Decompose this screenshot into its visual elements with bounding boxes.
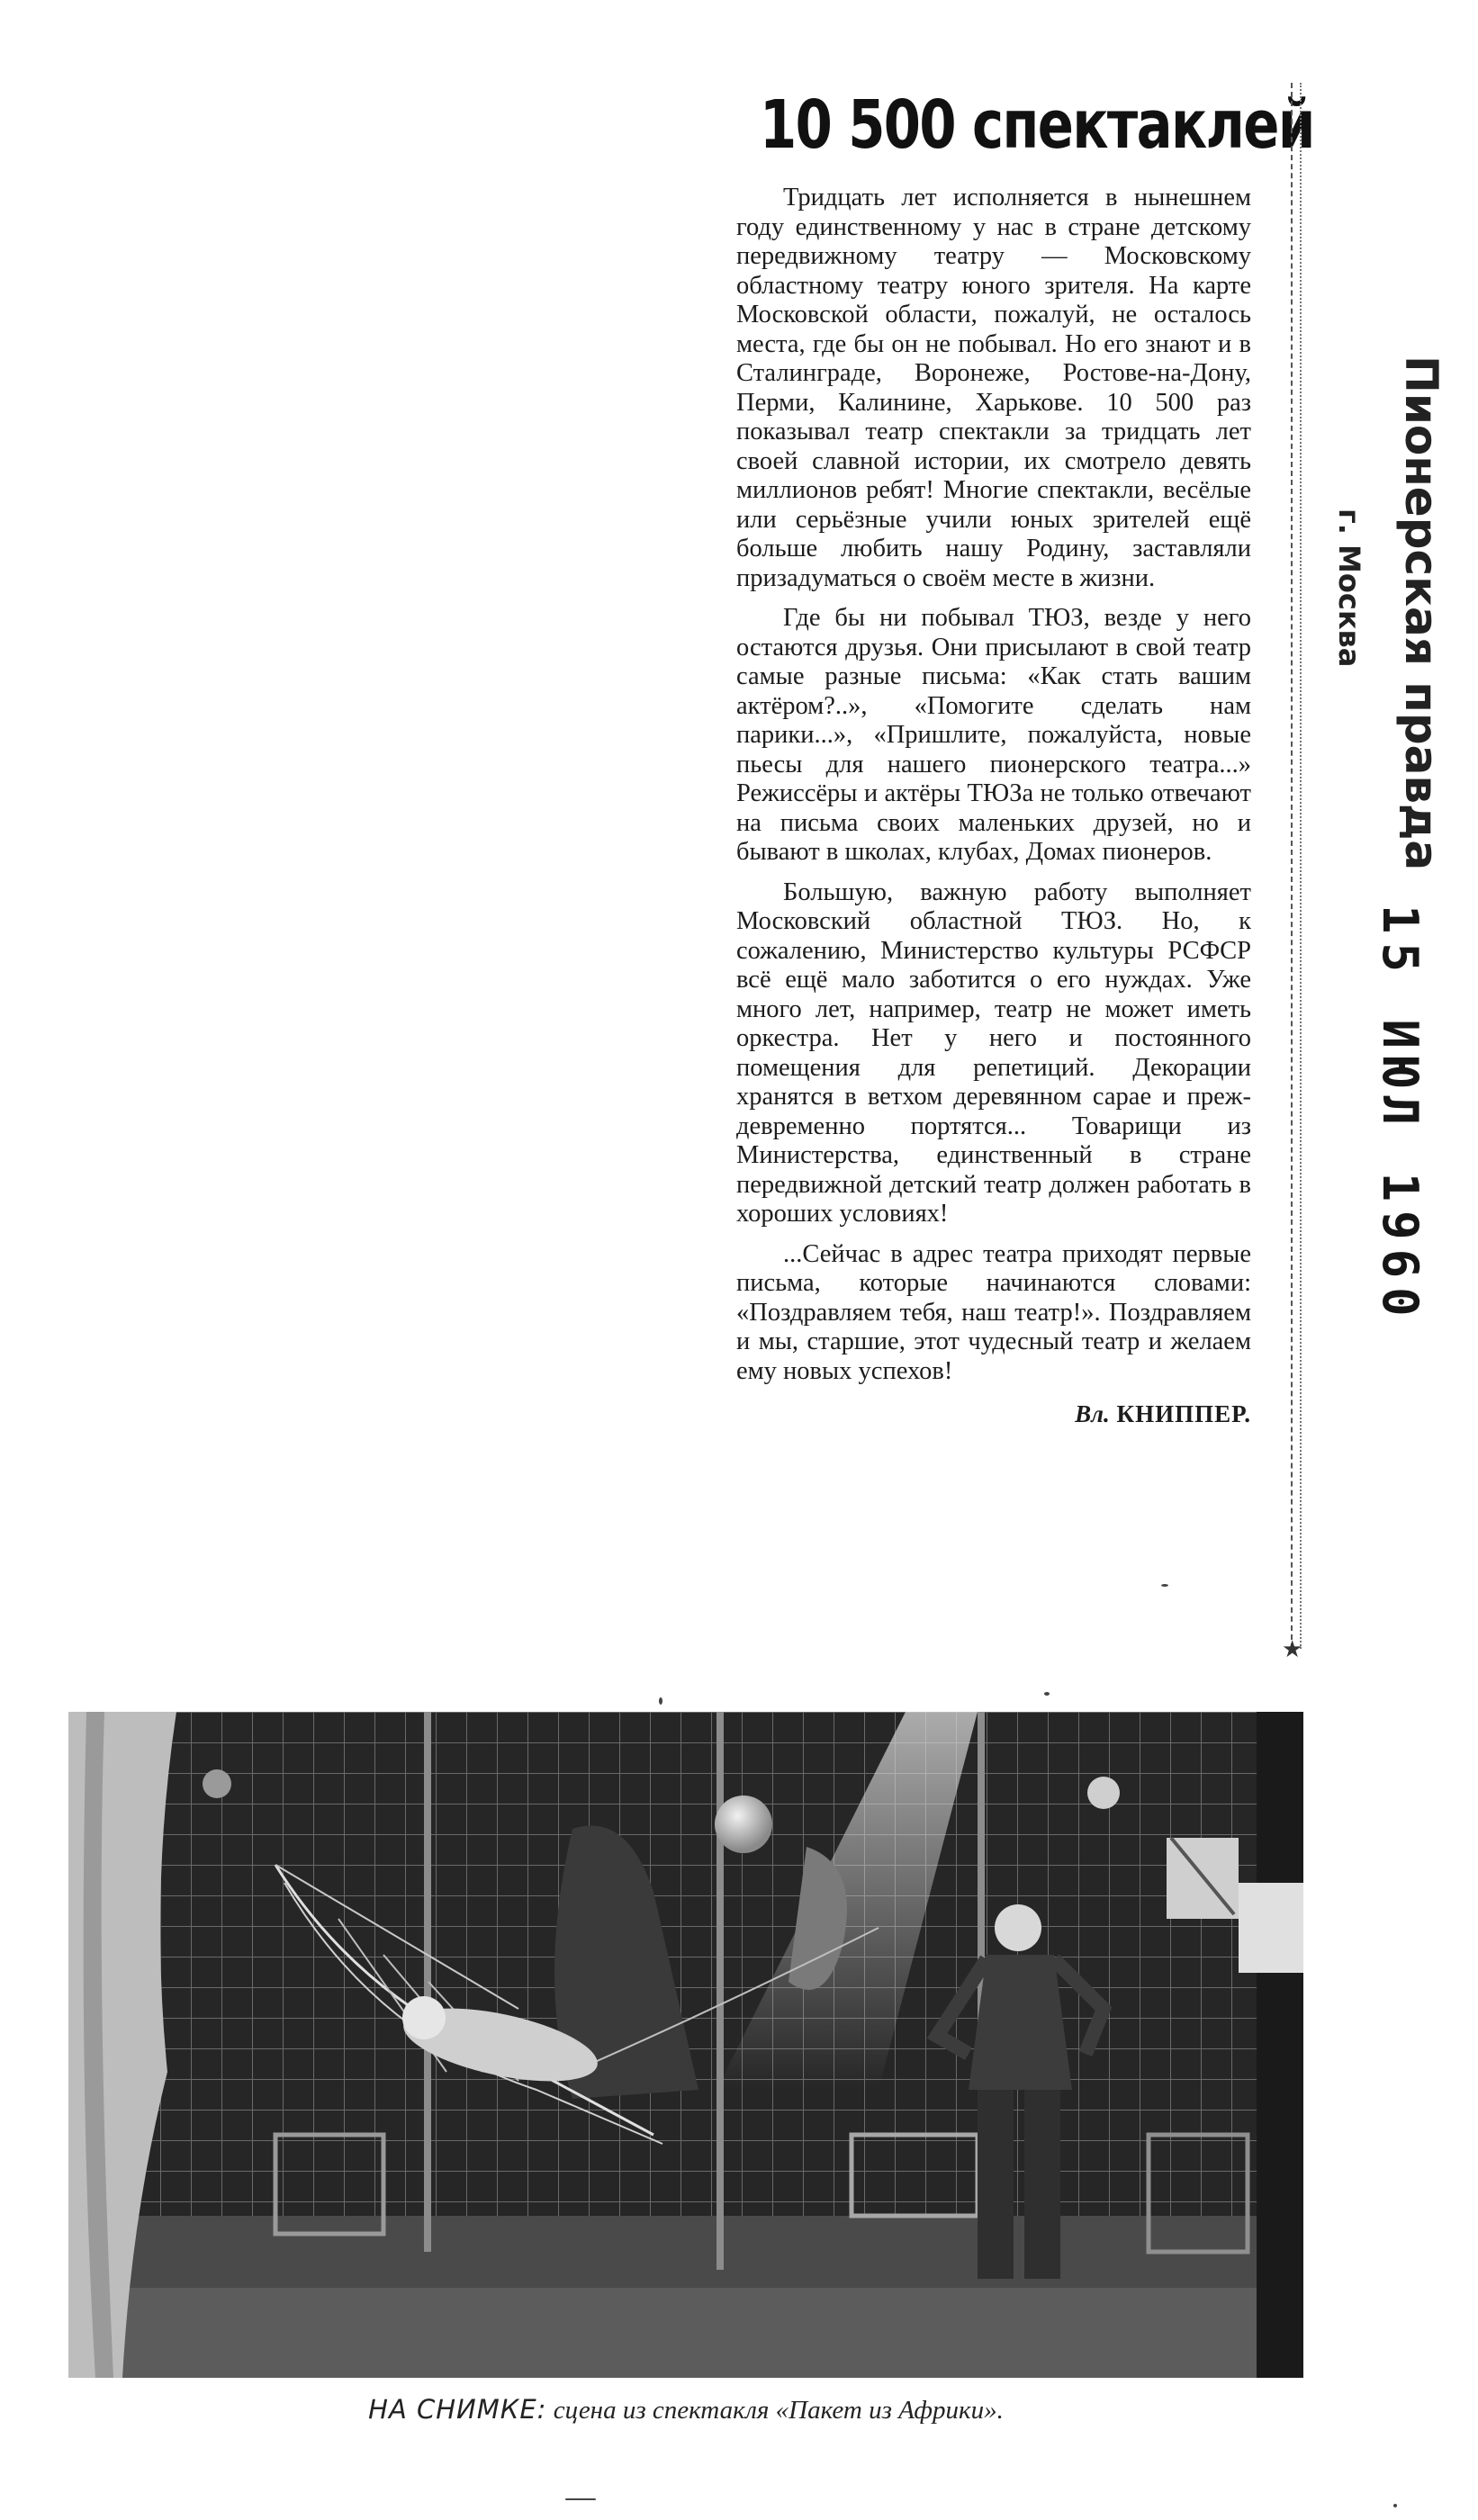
newspaper-name: Пионерская правда [1395,356,1447,871]
article-paragraph: ...Сейчас в адрес театра приходят первые письма, которые начинаются словами: «Поздравляем тебя, наш театр!». Поздравляем и мы, старшие, этот чудесный театр и желаем ему новых успехов! [736,1239,1251,1385]
scan-speck [565,2498,596,2500]
byline-initials: Вл. [1075,1400,1110,1427]
scan-speck [1044,1692,1050,1696]
scan-speck [659,1697,662,1705]
stage-photo [68,1712,1303,2378]
article [736,86,1314,1428]
star-ornament-icon: ★ [1282,1636,1303,1663]
newspaper-city: г. Москва [1332,508,1366,668]
article-paragraph: Где бы ни побывал ТЮЗ, везде у него остаются друзья. Они присылают в свой театр самые разные письма: «Как стать вашим актёром?..», «Помогите сделать нам парики...», «Пришлите, пожалуйста, новые пьесы для нашего пионерского театра...» Режиссёры и актёры ТЮЗа не только отвечают на письма своих маленьких друзей, но и бывают в школах, клубах, Домах пионеров. [736,604,1251,866]
stage-photo-image [68,1712,1303,2378]
article-headline: 10 500 спектаклей [760,86,1314,164]
caption-lead: НА СНИМКЕ: [368,2394,547,2425]
article-byline [736,1400,1251,1428]
byline-surname: КНИППЕР. [1116,1400,1251,1427]
source-stamp [1321,356,1447,1346]
date-stamp: 15 ИЮЛ 1960 [1372,904,1428,1326]
scan-speck [1161,1584,1168,1587]
article-paragraph: Тридцать лет исполняется в нынешнем году единственному у нас в стране детскому передвижному театру — Московскому областному театру юного зрителя. На карте Московской области, пожалуй, не осталось места, где бы он не побывал. Но его знают и в Сталинграде, Воронеже, Ростове-на-Дону, Перми, Калинине, Харькове. 10 500 раз показывал театр спектакли за тридцать лет своей славной истории, их смотрело девять миллионов ребят! Многие спектакли, весёлые или серьёзные учили юных зрителей ещё больше любить нашу Родину, заставляли призадуматься о своём месте в жизни. [736,184,1251,592]
caption-text: сцена из спектакля «Пакет из Африки». [553,2396,1004,2425]
article-paragraph: Большую, важную работу выполняет Московский областной ТЮЗ. Но, к сожалению, Министерство культуры РСФСР всё ещё мало заботится о его нуждах. Уже много лет, например, театр не может иметь оркестра. Нет у него и постоянного помещения для репетиций. Декорации хранятся в ветхом деревянном сарае и преждевременно портятся... Товарищи из Министерства, единственный в стране передвижной детский театр должен работать в хороших условиях! [736,878,1251,1228]
scan-speck [1393,2504,1397,2507]
photo-caption [68,2394,1303,2426]
column-rule [1291,83,1302,1649]
